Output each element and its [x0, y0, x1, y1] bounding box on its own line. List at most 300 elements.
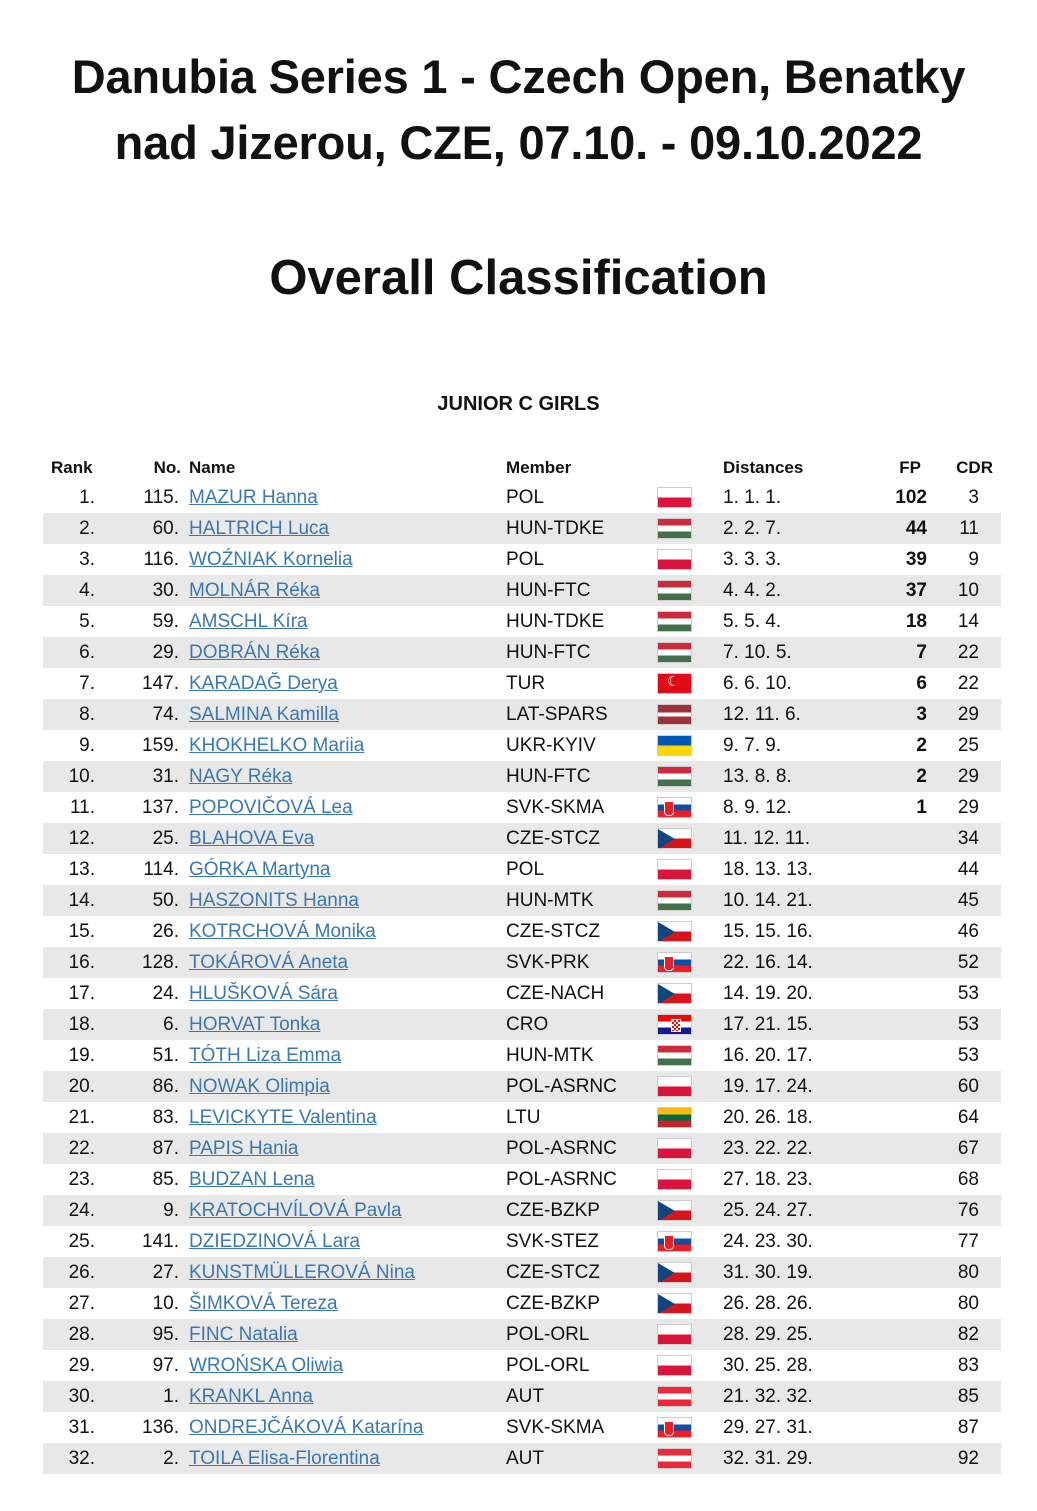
distances-cell: 8. 9. 12. [723, 797, 792, 818]
pol-flag-icon [657, 1076, 692, 1097]
athlete-name-link[interactable]: NOWAK Olimpia [189, 1076, 330, 1097]
start-number-cell: 6. [163, 1014, 179, 1035]
member-cell: HUN-MTK [506, 890, 594, 911]
distances-cell: 7. 10. 5. [723, 642, 792, 663]
start-number-cell: 128. [142, 952, 179, 973]
name-cell [189, 575, 320, 606]
fp-cell: 44 [905, 518, 927, 539]
fp-cell: 3 [916, 704, 927, 725]
header-member: Member [506, 458, 572, 477]
start-number-cell: 83. [152, 1107, 179, 1128]
cdr-cell: 76 [957, 1200, 979, 1221]
cdr-cell: 53 [957, 983, 979, 1004]
distances-cell: 25. 24. 27. [723, 1200, 813, 1221]
rank-cell: 3. [79, 549, 95, 570]
table-row [43, 916, 1001, 947]
name-cell [189, 1288, 338, 1319]
cdr-cell: 80 [957, 1262, 979, 1283]
athlete-name-link[interactable]: POPOVIČOVÁ Lea [189, 797, 353, 818]
table-body [43, 482, 1001, 1474]
name-cell [189, 1350, 343, 1381]
start-number-cell: 114. [143, 859, 179, 880]
member-cell: HUN-FTC [506, 642, 591, 663]
start-number-cell: 1. [163, 1386, 179, 1407]
hun-flag-icon [657, 580, 692, 601]
table-row [43, 1102, 1001, 1133]
name-cell [189, 792, 353, 823]
fp-cell: 18 [905, 611, 927, 632]
athlete-name-link[interactable]: KUNSTMÜLLEROVÁ Nina [189, 1262, 415, 1283]
rank-cell: 19. [68, 1045, 95, 1066]
cdr-cell: 11 [959, 518, 979, 539]
distances-cell: 27. 18. 23. [723, 1169, 813, 1190]
table-row [43, 606, 1001, 637]
svk-flag-icon [657, 797, 692, 818]
name-cell [189, 668, 338, 699]
athlete-name-link[interactable]: KOTRCHOVÁ Monika [189, 921, 376, 942]
table-row [43, 1226, 1001, 1257]
cze-flag-icon [657, 1293, 692, 1314]
name-cell [189, 1040, 341, 1071]
athlete-name-link[interactable]: KRANKL Anna [189, 1386, 313, 1407]
cze-flag-icon [657, 921, 692, 942]
cze-flag-icon [657, 828, 692, 849]
start-number-cell: 10. [152, 1293, 179, 1314]
cdr-cell: 44 [957, 859, 979, 880]
rank-cell: 8. [79, 704, 95, 725]
athlete-name-link[interactable]: FINC Natalia [189, 1324, 298, 1345]
distances-cell: 32. 31. 29. [723, 1448, 813, 1469]
pol-flag-icon [657, 859, 692, 880]
athlete-name-link[interactable]: GÓRKA Martyna [189, 859, 331, 880]
distances-cell: 2. 2. 7. [723, 518, 782, 539]
name-cell [189, 730, 364, 761]
start-number-cell: 97. [152, 1355, 179, 1376]
athlete-name-link[interactable]: ŠIMKOVÁ Tereza [189, 1293, 338, 1314]
start-number-cell: 95. [152, 1324, 179, 1345]
member-cell: POL [506, 487, 545, 508]
cdr-cell: 87 [957, 1417, 979, 1438]
member-cell: SVK-SKMA [506, 797, 605, 818]
athlete-name-link[interactable]: KHOKHELKO Mariia [189, 735, 365, 756]
rank-cell: 13. [68, 859, 95, 880]
athlete-name-link[interactable]: WROŃSKA Oliwia [189, 1355, 344, 1376]
rank-cell: 21. [68, 1107, 95, 1128]
name-cell [189, 482, 318, 513]
header-name: Name [189, 458, 236, 477]
table-row [43, 1164, 1001, 1195]
start-number-cell: 29. [152, 642, 179, 663]
athlete-name-link[interactable]: NAGY Réka [189, 766, 293, 787]
name-cell [189, 1009, 320, 1040]
table-row [43, 1350, 1001, 1381]
member-cell: POL-ASRNC [506, 1169, 617, 1190]
table-row [43, 1040, 1001, 1071]
table-row [43, 978, 1001, 1009]
rank-cell: 14. [68, 890, 95, 911]
table-row [43, 575, 1001, 606]
table-row [43, 1381, 1001, 1412]
distances-cell: 14. 19. 20. [723, 983, 813, 1004]
header-rank: Rank [51, 458, 93, 477]
cdr-cell: 3 [968, 487, 979, 508]
member-cell: POL-ASRNC [506, 1138, 617, 1159]
name-cell [189, 1226, 360, 1257]
athlete-name-link[interactable]: HALTRICH Luca [189, 518, 330, 539]
start-number-cell: 59. [152, 611, 179, 632]
hun-flag-icon [657, 890, 692, 911]
start-number-cell: 147. [142, 673, 179, 694]
fp-cell: 2 [916, 766, 927, 787]
lat-flag-icon [657, 704, 692, 725]
member-cell: CRO [506, 1014, 549, 1035]
page-title [0, 44, 1037, 176]
pol-flag-icon [657, 487, 692, 508]
member-cell: SVK-SKMA [506, 1417, 605, 1438]
fp-cell: 1 [916, 797, 927, 818]
distances-cell: 28. 29. 25. [723, 1324, 813, 1345]
name-cell [189, 606, 308, 637]
fp-cell: 2 [916, 735, 927, 756]
rank-cell: 18. [68, 1014, 95, 1035]
athlete-name-link[interactable]: AMSCHL Kíra [189, 611, 308, 632]
start-number-cell: 159. [142, 735, 179, 756]
cze-flag-icon [657, 983, 692, 1004]
cdr-cell: 34 [957, 828, 979, 849]
member-cell: CZE-BZKP [506, 1293, 600, 1314]
ltu-flag-icon [657, 1107, 692, 1128]
cdr-cell: 85 [957, 1386, 979, 1407]
athlete-name-link[interactable]: WOŹNIAK Kornelia [189, 549, 353, 570]
table-row [43, 1071, 1001, 1102]
table-row [43, 730, 1001, 761]
member-cell: CZE-NACH [506, 983, 605, 1004]
distances-cell: 6. 6. 10. [723, 673, 792, 694]
distances-cell: 20. 26. 18. [723, 1107, 813, 1128]
table-row [43, 1288, 1001, 1319]
cdr-cell: 14 [957, 611, 979, 632]
table-row [43, 1009, 1001, 1040]
name-cell [189, 885, 359, 916]
distances-cell: 22. 16. 14. [723, 952, 813, 973]
start-number-cell: 25. [152, 828, 179, 849]
rank-cell: 20. [68, 1076, 95, 1097]
rank-cell: 6. [79, 642, 95, 663]
rank-cell: 31. [68, 1417, 95, 1438]
name-cell [189, 1257, 415, 1288]
table-row [43, 699, 1001, 730]
table-row [43, 513, 1001, 544]
pol-flag-icon [657, 1355, 692, 1376]
pol-flag-icon [657, 1169, 692, 1190]
distances-cell: 30. 25. 28. [723, 1355, 813, 1376]
rank-cell: 2. [79, 518, 95, 539]
distances-cell: 23. 22. 22. [723, 1138, 813, 1159]
member-cell: POL [506, 859, 545, 880]
svk-flag-icon [657, 1417, 692, 1438]
cdr-cell: 53 [957, 1014, 979, 1035]
rank-cell: 26. [68, 1262, 95, 1283]
rank-cell: 11. [69, 797, 95, 818]
cdr-cell: 52 [957, 952, 979, 973]
start-number-cell: 87. [152, 1138, 179, 1159]
table-row [43, 544, 1001, 575]
start-number-cell: 141. [142, 1231, 179, 1252]
cdr-cell: 10 [957, 580, 979, 601]
name-cell [189, 637, 320, 668]
table-row [43, 947, 1001, 978]
athlete-name-link[interactable]: MAZUR Hanna [189, 487, 318, 508]
member-cell: CZE-BZKP [506, 1200, 600, 1221]
member-cell: POL [506, 549, 545, 570]
name-cell [189, 761, 292, 792]
cdr-cell: 68 [957, 1169, 979, 1190]
hun-flag-icon [657, 518, 692, 539]
table-row [43, 1412, 1001, 1443]
rank-cell: 32. [68, 1448, 95, 1469]
member-cell: POL-ASRNC [506, 1076, 617, 1097]
svk-flag-icon [657, 1231, 692, 1252]
start-number-cell: 115. [143, 487, 179, 508]
start-number-cell: 24. [152, 983, 179, 1004]
name-cell [189, 513, 329, 544]
athlete-name-link[interactable]: KRATOCHVÍLOVÁ Pavla [189, 1200, 402, 1221]
results-table [43, 454, 1001, 1474]
athlete-name-link[interactable]: TÓTH Liza Emma [189, 1045, 342, 1066]
member-cell: HUN-TDKE [506, 518, 605, 539]
page-subtitle: Overall Classification [269, 251, 768, 305]
rank-cell: 9. [79, 735, 95, 756]
distances-cell: 16. 20. 17. [723, 1045, 813, 1066]
svk-flag-icon [657, 952, 692, 973]
cdr-cell: 77 [957, 1231, 979, 1252]
distances-cell: 31. 30. 19. [723, 1262, 813, 1283]
fp-cell: 102 [895, 487, 927, 508]
name-cell [189, 1381, 313, 1412]
name-cell [189, 1102, 377, 1133]
rank-cell: 16. [68, 952, 95, 973]
name-cell [189, 1133, 298, 1164]
name-cell [189, 1164, 315, 1195]
name-cell [189, 1443, 380, 1474]
name-cell [189, 823, 314, 854]
fp-cell: 7 [916, 642, 927, 663]
cro-flag-icon [657, 1014, 692, 1035]
member-cell: HUN-MTK [506, 1045, 594, 1066]
distances-cell: 9. 7. 9. [723, 735, 782, 756]
rank-cell: 24. [68, 1200, 95, 1221]
cdr-cell: 92 [957, 1448, 979, 1469]
page-title-line-1: Danubia Series 1 - Czech Open, Benatky [71, 50, 966, 103]
distances-cell: 19. 17. 24. [723, 1076, 813, 1097]
start-number-cell: 51. [152, 1045, 179, 1066]
header-no: No. [153, 458, 181, 477]
cdr-cell: 29 [957, 797, 979, 818]
athlete-name-link[interactable]: DOBRÁN Réka [189, 642, 320, 663]
rank-cell: 22. [68, 1138, 95, 1159]
member-cell: SVK-PRK [506, 952, 590, 973]
rank-cell: 4. [79, 580, 95, 601]
member-cell: TUR [506, 673, 546, 694]
distances-cell: 18. 13. 13. [723, 859, 813, 880]
athlete-name-link[interactable]: BUDZAN Lena [189, 1169, 315, 1190]
start-number-cell: 30. [152, 580, 179, 601]
athlete-name-link[interactable]: SALMINA Kamilla [189, 704, 339, 725]
rank-cell: 15. [68, 921, 95, 942]
rank-cell: 5. [79, 611, 95, 632]
athlete-name-link[interactable]: MOLNÁR Réka [189, 580, 320, 601]
header-distances: Distances [723, 458, 804, 477]
athlete-name-link[interactable]: TOKÁROVÁ Aneta [189, 952, 349, 973]
cdr-cell: 46 [957, 921, 979, 942]
distances-cell: 1. 1. 1. [723, 487, 782, 508]
athlete-name-link[interactable]: DZIEDZINOVÁ Lara [189, 1231, 361, 1252]
rank-cell: 25. [68, 1231, 95, 1252]
start-number-cell: 60. [152, 518, 179, 539]
member-cell: AUT [506, 1386, 544, 1407]
name-cell [189, 1071, 330, 1102]
header-cdr: CDR [956, 458, 993, 477]
name-cell [189, 544, 353, 575]
member-cell: HUN-FTC [506, 766, 591, 787]
name-cell [189, 1195, 402, 1226]
cze-flag-icon [657, 1262, 692, 1283]
start-number-cell: 50. [152, 890, 179, 911]
header-fp: FP [899, 458, 921, 477]
cdr-cell: 22 [957, 642, 979, 663]
cdr-cell: 53 [957, 1045, 979, 1066]
fp-cell: 39 [905, 549, 927, 570]
member-cell: HUN-FTC [506, 580, 591, 601]
member-cell: HUN-TDKE [506, 611, 605, 632]
start-number-cell: 137. [142, 797, 179, 818]
rank-cell: 10. [68, 766, 95, 787]
hun-flag-icon [657, 1045, 692, 1066]
distances-cell: 10. 14. 21. [723, 890, 813, 911]
table-row [43, 823, 1001, 854]
cdr-cell: 29 [957, 766, 979, 787]
rank-cell: 28. [68, 1324, 95, 1345]
table-row [43, 668, 1001, 699]
member-cell: SVK-STEZ [506, 1231, 599, 1252]
category-heading: JUNIOR C GIRLS [437, 393, 600, 415]
cdr-cell: 83 [957, 1355, 979, 1376]
member-cell: CZE-STCZ [506, 1262, 600, 1283]
distances-cell: 12. 11. 6. [723, 704, 801, 725]
table-row [43, 1195, 1001, 1226]
athlete-name-link[interactable]: HLUŠKOVÁ Sára [189, 983, 338, 1004]
page-title-line-2: nad Jizerou, CZE, 07.10. - 09.10.2022 [114, 116, 923, 169]
cdr-cell: 22 [957, 673, 979, 694]
distances-cell: 17. 21. 15. [723, 1014, 813, 1035]
table-row [43, 885, 1001, 916]
hun-flag-icon [657, 642, 692, 663]
athlete-name-link[interactable]: KARADAĞ Derya [189, 673, 338, 694]
name-cell [189, 1412, 423, 1443]
start-number-cell: 85. [152, 1169, 179, 1190]
cdr-cell: 64 [957, 1107, 979, 1128]
distances-cell: 21. 32. 32. [723, 1386, 813, 1407]
table-row [43, 1319, 1001, 1350]
pol-flag-icon [657, 549, 692, 570]
rank-cell: 30. [68, 1386, 95, 1407]
name-cell [189, 1319, 298, 1350]
ukr-flag-icon [657, 735, 692, 756]
cdr-cell: 80 [957, 1293, 979, 1314]
pol-flag-icon [657, 1324, 692, 1345]
start-number-cell: 2. [163, 1448, 179, 1469]
rank-cell: 7. [79, 673, 95, 694]
name-cell [189, 854, 331, 885]
start-number-cell: 86. [152, 1076, 179, 1097]
distances-cell: 5. 5. 4. [723, 611, 782, 632]
start-number-cell: 116. [143, 549, 179, 570]
athlete-name-link[interactable]: TOILA Elisa-Florentina [189, 1448, 380, 1469]
start-number-cell: 31. [152, 766, 179, 787]
cdr-cell: 9 [968, 549, 979, 570]
distances-cell: 3. 3. 3. [723, 549, 782, 570]
name-cell [189, 699, 339, 730]
cdr-cell: 60 [957, 1076, 979, 1097]
hun-flag-icon [657, 766, 692, 787]
cze-flag-icon [657, 1200, 692, 1221]
athlete-name-link[interactable]: PAPIS Hania [189, 1138, 299, 1159]
rank-cell: 17. [68, 983, 95, 1004]
distances-cell: 15. 15. 16. [723, 921, 813, 942]
rank-cell: 1. [79, 487, 95, 508]
distances-cell: 11. 12. 11. [723, 828, 810, 849]
cdr-cell: 29 [957, 704, 979, 725]
name-cell [189, 978, 338, 1009]
fp-cell: 37 [905, 580, 927, 601]
athlete-name-link[interactable]: HASZONITS Hanna [189, 890, 359, 911]
athlete-name-link[interactable]: HORVAT Tonka [189, 1014, 321, 1035]
table-row [43, 854, 1001, 885]
table-row [43, 482, 1001, 513]
start-number-cell: 27. [152, 1262, 179, 1283]
start-number-cell: 136. [142, 1417, 179, 1438]
athlete-name-link[interactable]: ONDREJČÁKOVÁ Katarína [189, 1417, 424, 1438]
start-number-cell: 26. [152, 921, 179, 942]
rank-cell: 27. [68, 1293, 95, 1314]
distances-cell: 24. 23. 30. [723, 1231, 813, 1252]
athlete-name-link[interactable]: LEVICKYTE Valentina [189, 1107, 377, 1128]
distances-cell: 13. 8. 8. [723, 766, 792, 787]
table-row [43, 792, 1001, 823]
distances-cell: 4. 4. 2. [723, 580, 782, 601]
member-cell: CZE-STCZ [506, 828, 600, 849]
rank-cell: 12. [68, 828, 95, 849]
member-cell: CZE-STCZ [506, 921, 600, 942]
member-cell: UKR-KYIV [506, 735, 596, 756]
name-cell [189, 947, 348, 978]
hun-flag-icon [657, 611, 692, 632]
start-number-cell: 9. [163, 1200, 179, 1221]
table-row [43, 1257, 1001, 1288]
table-row [43, 1443, 1001, 1474]
distances-cell: 26. 28. 26. [723, 1293, 813, 1314]
table-header [43, 454, 1001, 482]
pol-flag-icon [657, 1138, 692, 1159]
member-cell: AUT [506, 1448, 544, 1469]
athlete-name-link[interactable]: BLAHOVA Eva [189, 828, 315, 849]
cdr-cell: 67 [957, 1138, 979, 1159]
rank-cell: 23. [68, 1169, 95, 1190]
member-cell: LTU [506, 1107, 541, 1128]
fp-cell: 6 [916, 673, 927, 694]
table-row [43, 761, 1001, 792]
table-row [43, 1133, 1001, 1164]
